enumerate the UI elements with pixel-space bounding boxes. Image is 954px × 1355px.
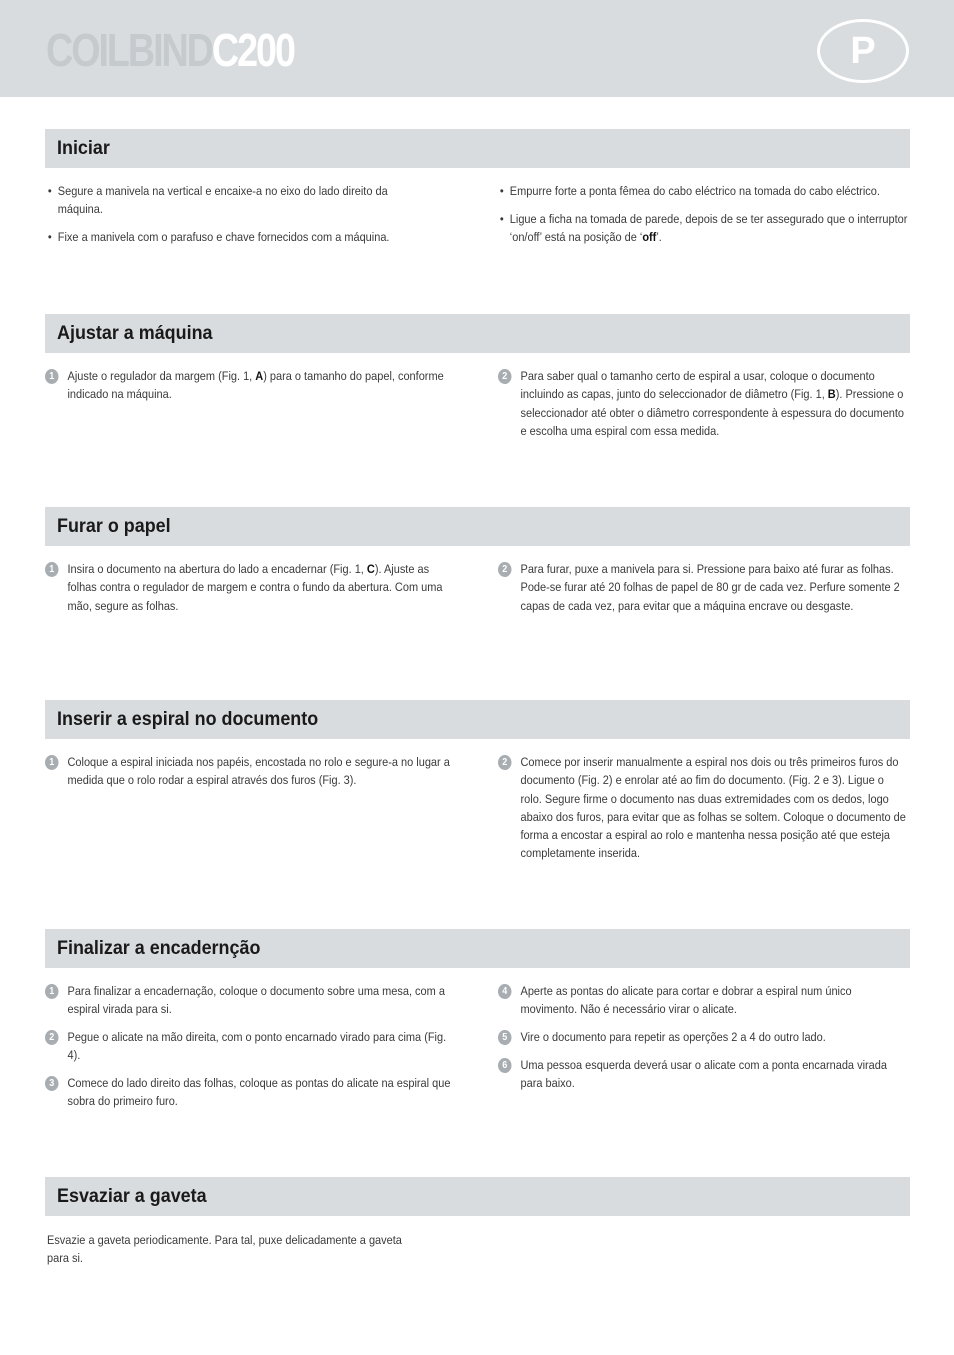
step-number-badge: 5 <box>498 1030 512 1045</box>
section-title: Inserir a espiral no documento <box>57 708 319 730</box>
list-item: • Segure a manivela na vertical e encaixe-a no eixo do lado direito da máquina. <box>47 184 388 217</box>
numbered-step: 4 Aperte as pontas do alicate para cortar e dobrar a espiral num único movimento. Não é necessário virar o alicate. <box>498 982 908 1019</box>
step-number-badge: 2 <box>498 755 512 770</box>
numbered-step: 1 Insira o documento na abertura do lado a encadernar (Fig. 1, C). Ajuste as folhas contra o regulador de margem e contra o fundo da abertura. Com uma mão, segure as folhas. <box>45 560 455 615</box>
numbered-step: 2 Para furar, puxe a manivela para si. Pressione para baixo até furar as folhas. Pode-se furar até 20 folhas de papel de 80 gr de cada vez. Perfure somente 2 capas de cada vez, para evitar que a máquina encrave ou desgaste. <box>498 560 908 615</box>
section-header-bar <box>45 700 910 739</box>
numbered-step: 2 Comece por inserir manualmente a espiral nos dois ou três primeiros furos do documento (Fig. 2) e enrolar até ao fim do documento. (Fig. 2 e 3). Ligue o rolo. Segure firme o documento nas duas extremidades com os dedos, logo abaixo dos furos, para evitar que as folhas se soltem. Coloque o documento de forma a encostar a espiral ao rolo e mantenha nessa posição até que esteja completamente inserida. <box>498 753 908 863</box>
section-header-bar <box>45 129 910 168</box>
list-item: • Empurre forte a ponta fêmea do cabo eléctrico na tomada do cabo eléctrico. <box>499 184 880 198</box>
brand-model: C200 <box>211 24 294 76</box>
numbered-step: 1 Para finalizar a encadernação, coloque o documento sobre uma mesa, com a espiral virada para si. <box>45 982 455 1019</box>
numbered-step: 1 Coloque a espiral iniciada nos papéis, encostada no rolo e segure-a no lugar a medida que o rolo rodar a espiral através dos furos (Fig. 3). <box>45 753 455 790</box>
numbered-step: 1 Ajuste o regulador da margem (Fig. 1, A) para o tamanho do papel, conforme indicado na máquina. <box>45 367 455 404</box>
right-column <box>498 560 908 624</box>
numbered-step: 3 Comece do lado direito das folhas, coloque as pontas do alicate na espiral que sobra do primeiro furo. <box>45 1074 455 1111</box>
left-column <box>45 367 455 413</box>
left-column <box>45 753 455 799</box>
step-number-badge: 1 <box>45 562 59 577</box>
left-column <box>47 182 427 256</box>
section-header-bar <box>45 929 910 968</box>
right-column <box>498 753 908 872</box>
numbered-step: 6 Uma pessoa esquerda deverá usar o alicate com a ponta encarnada virada para baixo. <box>498 1056 908 1093</box>
step-number-badge: 1 <box>45 755 59 770</box>
numbered-step: 5 Vire o documento para repetir as operções 2 a 4 do outro lado. <box>498 1028 908 1046</box>
numbered-step: 2 Pegue o alicate na mão direita, com o ponto encarnado virado para cima (Fig. 4). <box>45 1028 455 1065</box>
right-column <box>498 367 908 450</box>
left-column <box>45 560 455 624</box>
list-item: • Ligue a ficha na tomada de parede, depois de se ter assegurado que o interruptor ‘on/off’ está na posição de ‘off’. <box>499 211 908 245</box>
step-number-badge: 1 <box>45 984 59 999</box>
body-text <box>47 1231 422 1277</box>
step-number-badge: 2 <box>498 562 512 577</box>
numbered-step: 2 Para saber qual o tamanho certo de espiral a usar, coloque o documento incluindo as capas, junto do seleccionador de diâmetro (Fig. 1, B). Pressione o seleccionador até obter o diâmetro correspondente à espessura do documento e escolha uma espiral com essa medida. <box>498 367 908 440</box>
section-title: Iniciar <box>57 137 110 159</box>
step-number-badge: 1 <box>45 369 59 384</box>
paragraph: Esvazie a gaveta periodicamente. Para tal, puxe delicadamente a gaveta para si. <box>47 1233 402 1266</box>
step-number-badge: 2 <box>498 369 512 384</box>
section-header-bar <box>45 507 910 546</box>
brand-logo <box>46 24 294 76</box>
left-column <box>45 982 455 1120</box>
brand-name: COILBIND <box>46 24 212 76</box>
section-title: Esvaziar a gaveta <box>57 1185 207 1207</box>
step-number-badge: 3 <box>45 1076 59 1091</box>
page-header <box>0 0 954 97</box>
section-title: Ajustar a máquina <box>57 322 213 344</box>
step-number-badge: 6 <box>498 1058 512 1073</box>
list-item: • Fixe a manivela com o parafuso e chave fornecidos com a máquina. <box>47 230 390 245</box>
section-title: Finalizar a encadernção <box>57 937 261 959</box>
section-title: Furar o papel <box>57 515 171 537</box>
language-badge: P <box>817 19 909 83</box>
section-header-bar <box>45 314 910 353</box>
step-number-badge: 2 <box>45 1030 59 1045</box>
section-header-bar <box>45 1177 910 1216</box>
step-number-badge: 4 <box>498 984 512 999</box>
right-column <box>498 982 908 1102</box>
right-column <box>499 182 909 256</box>
